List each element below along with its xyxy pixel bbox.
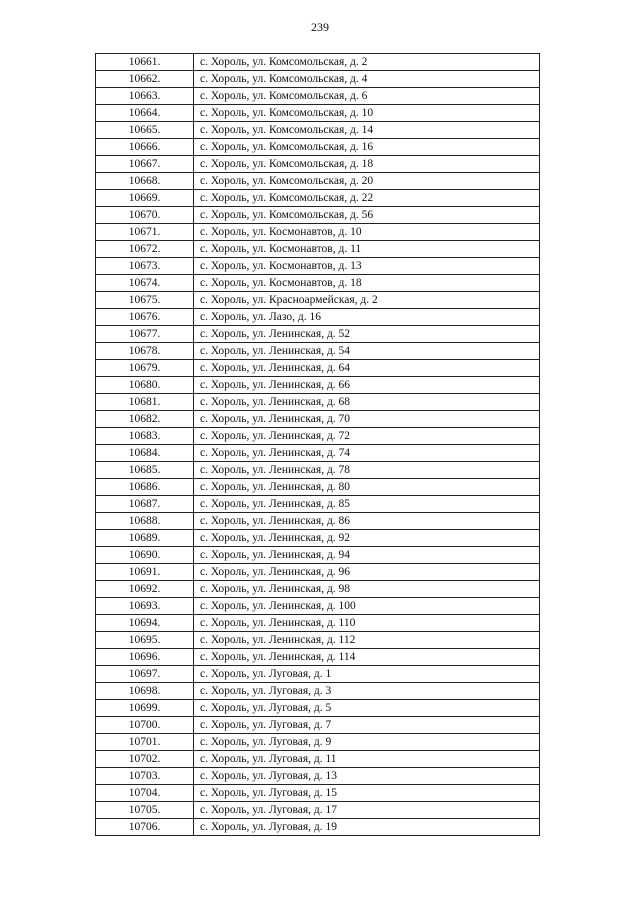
row-number-cell: 10695. — [96, 632, 194, 649]
address-cell: с. Хороль, ул. Ленинская, д. 98 — [194, 581, 540, 598]
row-number-cell: 10666. — [96, 139, 194, 156]
table-row — [96, 802, 540, 819]
table-row — [96, 139, 540, 156]
address-cell: с. Хороль, ул. Комсомольская, д. 2 — [194, 54, 540, 71]
address-cell: с. Хороль, ул. Ленинская, д. 94 — [194, 547, 540, 564]
table-row — [96, 309, 540, 326]
address-cell: с. Хороль, ул. Ленинская, д. 52 — [194, 326, 540, 343]
address-cell: с. Хороль, ул. Ленинская, д. 70 — [194, 411, 540, 428]
table-row — [96, 530, 540, 547]
address-cell: с. Хороль, ул. Луговая, д. 15 — [194, 785, 540, 802]
row-number-cell: 10697. — [96, 666, 194, 683]
address-cell: с. Хороль, ул. Комсомольская, д. 18 — [194, 156, 540, 173]
table-row — [96, 462, 540, 479]
table-row — [96, 785, 540, 802]
table-row — [96, 343, 540, 360]
table-row — [96, 326, 540, 343]
row-number-cell: 10696. — [96, 649, 194, 666]
address-cell: с. Хороль, ул. Ленинская, д. 74 — [194, 445, 540, 462]
row-number-cell: 10664. — [96, 105, 194, 122]
table-row — [96, 598, 540, 615]
table-row — [96, 173, 540, 190]
table-row — [96, 632, 540, 649]
table-row — [96, 275, 540, 292]
row-number-cell: 10678. — [96, 343, 194, 360]
row-number-cell: 10693. — [96, 598, 194, 615]
table-row — [96, 394, 540, 411]
table-row — [96, 258, 540, 275]
address-cell: с. Хороль, ул. Лазо, д. 16 — [194, 309, 540, 326]
address-cell: с. Хороль, ул. Луговая, д. 11 — [194, 751, 540, 768]
table-row — [96, 411, 540, 428]
address-cell: с. Хороль, ул. Ленинская, д. 92 — [194, 530, 540, 547]
row-number-cell: 10704. — [96, 785, 194, 802]
address-cell: с. Хороль, ул. Луговая, д. 3 — [194, 683, 540, 700]
address-cell: с. Хороль, ул. Луговая, д. 7 — [194, 717, 540, 734]
row-number-cell: 10677. — [96, 326, 194, 343]
row-number-cell: 10690. — [96, 547, 194, 564]
row-number-cell: 10691. — [96, 564, 194, 581]
address-cell: с. Хороль, ул. Комсомольская, д. 14 — [194, 122, 540, 139]
table-row — [96, 224, 540, 241]
row-number-cell: 10674. — [96, 275, 194, 292]
row-number-cell: 10689. — [96, 530, 194, 547]
row-number-cell: 10694. — [96, 615, 194, 632]
address-cell: с. Хороль, ул. Луговая, д. 13 — [194, 768, 540, 785]
address-table-body — [96, 54, 540, 836]
table-row — [96, 105, 540, 122]
address-cell: с. Хороль, ул. Ленинская, д. 68 — [194, 394, 540, 411]
table-row — [96, 768, 540, 785]
table-row — [96, 207, 540, 224]
table-row — [96, 156, 540, 173]
row-number-cell: 10687. — [96, 496, 194, 513]
row-number-cell: 10672. — [96, 241, 194, 258]
row-number-cell: 10681. — [96, 394, 194, 411]
row-number-cell: 10698. — [96, 683, 194, 700]
table-row — [96, 581, 540, 598]
address-cell: с. Хороль, ул. Луговая, д. 17 — [194, 802, 540, 819]
row-number-cell: 10699. — [96, 700, 194, 717]
address-cell: с. Хороль, ул. Ленинская, д. 66 — [194, 377, 540, 394]
table-row — [96, 496, 540, 513]
table-row — [96, 615, 540, 632]
row-number-cell: 10673. — [96, 258, 194, 275]
address-cell: с. Хороль, ул. Ленинская, д. 96 — [194, 564, 540, 581]
row-number-cell: 10667. — [96, 156, 194, 173]
page-number: 239 — [311, 20, 329, 34]
address-cell: с. Хороль, ул. Ленинская, д. 80 — [194, 479, 540, 496]
address-cell: с. Хороль, ул. Ленинская, д. 54 — [194, 343, 540, 360]
address-cell: с. Хороль, ул. Луговая, д. 19 — [194, 819, 540, 836]
address-cell: с. Хороль, ул. Ленинская, д. 78 — [194, 462, 540, 479]
row-number-cell: 10683. — [96, 428, 194, 445]
row-number-cell: 10700. — [96, 717, 194, 734]
row-number-cell: 10703. — [96, 768, 194, 785]
address-table — [95, 53, 540, 836]
address-cell: с. Хороль, ул. Луговая, д. 1 — [194, 666, 540, 683]
address-cell: с. Хороль, ул. Ленинская, д. 86 — [194, 513, 540, 530]
row-number-cell: 10671. — [96, 224, 194, 241]
row-number-cell: 10670. — [96, 207, 194, 224]
row-number-cell: 10692. — [96, 581, 194, 598]
address-cell: с. Хороль, ул. Комсомольская, д. 16 — [194, 139, 540, 156]
row-number-cell: 10669. — [96, 190, 194, 207]
address-cell: с. Хороль, ул. Космонавтов, д. 10 — [194, 224, 540, 241]
row-number-cell: 10665. — [96, 122, 194, 139]
table-row — [96, 190, 540, 207]
table-row — [96, 479, 540, 496]
table-row — [96, 428, 540, 445]
address-cell: с. Хороль, ул. Комсомольская, д. 4 — [194, 71, 540, 88]
address-cell: с. Хороль, ул. Комсомольская, д. 22 — [194, 190, 540, 207]
address-cell: с. Хороль, ул. Луговая, д. 9 — [194, 734, 540, 751]
address-cell: с. Хороль, ул. Ленинская, д. 110 — [194, 615, 540, 632]
table-row — [96, 751, 540, 768]
table-row — [96, 377, 540, 394]
table-row — [96, 564, 540, 581]
table-row — [96, 122, 540, 139]
table-row — [96, 292, 540, 309]
row-number-cell: 10685. — [96, 462, 194, 479]
table-row — [96, 717, 540, 734]
address-cell: с. Хороль, ул. Ленинская, д. 72 — [194, 428, 540, 445]
row-number-cell: 10702. — [96, 751, 194, 768]
row-number-cell: 10675. — [96, 292, 194, 309]
table-row — [96, 513, 540, 530]
row-number-cell: 10668. — [96, 173, 194, 190]
address-cell: с. Хороль, ул. Ленинская, д. 100 — [194, 598, 540, 615]
address-cell: с. Хороль, ул. Комсомольская, д. 56 — [194, 207, 540, 224]
table-row — [96, 819, 540, 836]
row-number-cell: 10679. — [96, 360, 194, 377]
address-cell: с. Хороль, ул. Луговая, д. 5 — [194, 700, 540, 717]
row-number-cell: 10706. — [96, 819, 194, 836]
row-number-cell: 10663. — [96, 88, 194, 105]
address-cell: с. Хороль, ул. Ленинская, д. 85 — [194, 496, 540, 513]
table-row — [96, 71, 540, 88]
table-row — [96, 734, 540, 751]
table-row — [96, 54, 540, 71]
address-cell: с. Хороль, ул. Космонавтов, д. 18 — [194, 275, 540, 292]
address-cell: с. Хороль, ул. Ленинская, д. 114 — [194, 649, 540, 666]
table-row — [96, 88, 540, 105]
row-number-cell: 10662. — [96, 71, 194, 88]
address-cell: с. Хороль, ул. Комсомольская, д. 10 — [194, 105, 540, 122]
table-row — [96, 683, 540, 700]
address-cell: с. Хороль, ул. Комсомольская, д. 20 — [194, 173, 540, 190]
address-cell: с. Хороль, ул. Красноармейская, д. 2 — [194, 292, 540, 309]
row-number-cell: 10701. — [96, 734, 194, 751]
table-row — [96, 547, 540, 564]
row-number-cell: 10684. — [96, 445, 194, 462]
table-row — [96, 666, 540, 683]
row-number-cell: 10688. — [96, 513, 194, 530]
table-row — [96, 241, 540, 258]
row-number-cell: 10686. — [96, 479, 194, 496]
table-row — [96, 360, 540, 377]
address-cell: с. Хороль, ул. Ленинская, д. 64 — [194, 360, 540, 377]
address-cell: с. Хороль, ул. Космонавтов, д. 13 — [194, 258, 540, 275]
row-number-cell: 10680. — [96, 377, 194, 394]
table-row — [96, 445, 540, 462]
row-number-cell: 10676. — [96, 309, 194, 326]
row-number-cell: 10682. — [96, 411, 194, 428]
address-cell: с. Хороль, ул. Ленинская, д. 112 — [194, 632, 540, 649]
row-number-cell: 10661. — [96, 54, 194, 71]
table-row — [96, 649, 540, 666]
table-row — [96, 700, 540, 717]
address-cell: с. Хороль, ул. Космонавтов, д. 11 — [194, 241, 540, 258]
address-cell: с. Хороль, ул. Комсомольская, д. 6 — [194, 88, 540, 105]
row-number-cell: 10705. — [96, 802, 194, 819]
